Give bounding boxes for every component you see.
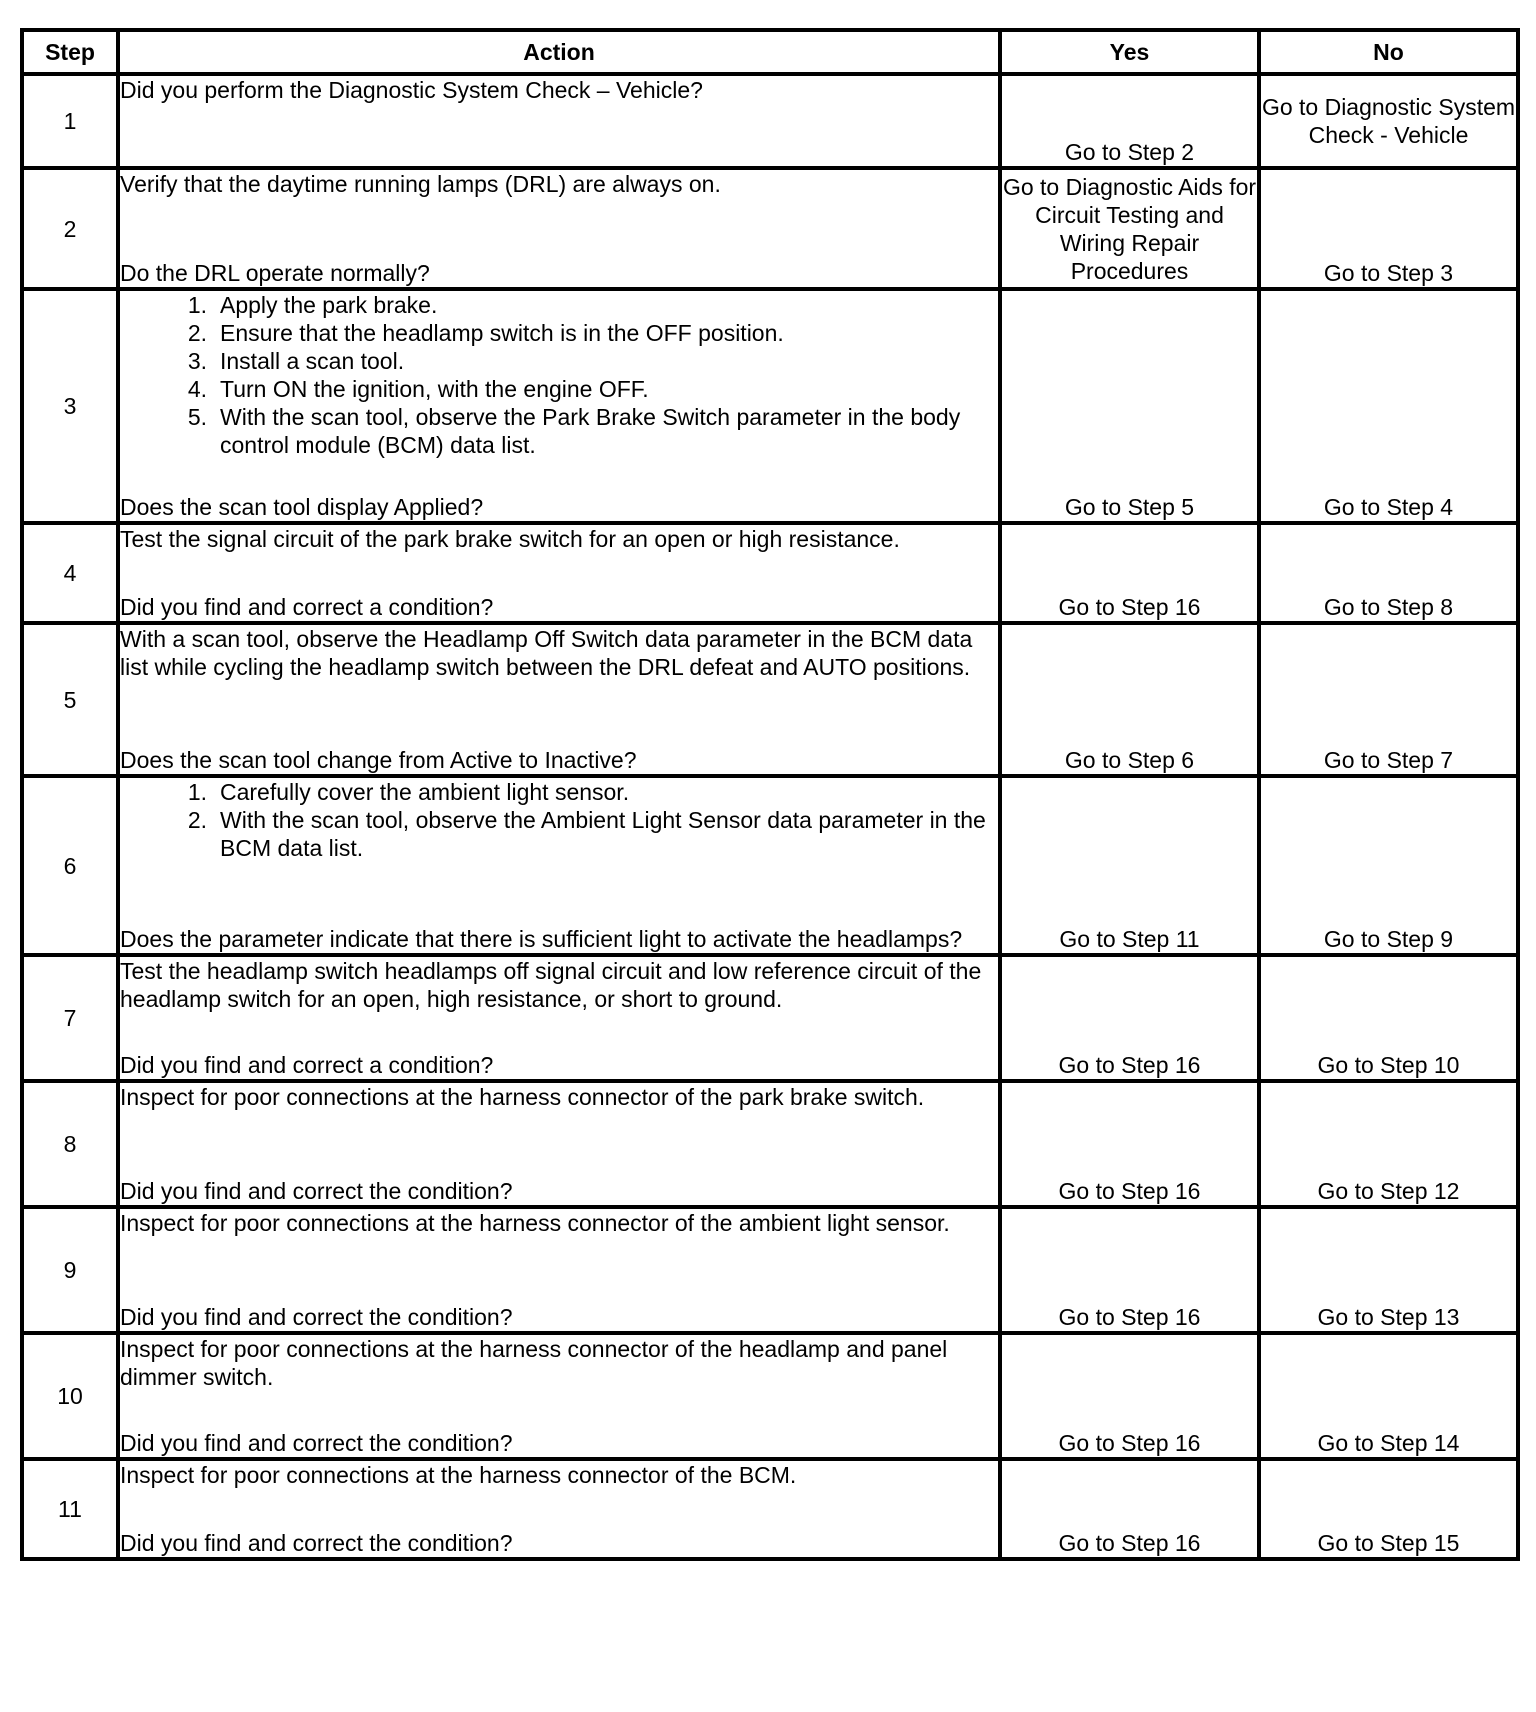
no-cell: Go to Step 9 — [1259, 776, 1518, 955]
yes-cell: Go to Step 16 — [1000, 1459, 1259, 1559]
yes-cell: Go to Step 16 — [1000, 1081, 1259, 1207]
action-cell — [118, 1207, 1000, 1333]
action-question: Did you find and correct the condition? — [120, 1530, 513, 1556]
action-cell — [118, 955, 1000, 1081]
action-cell — [118, 1081, 1000, 1207]
step-number: 7 — [22, 955, 118, 1081]
action-cell — [118, 1333, 1000, 1459]
action-question: Did you find and correct the condition? — [120, 1178, 513, 1204]
action-cell — [118, 523, 1000, 623]
substep-list — [120, 778, 998, 862]
step-number: 2 — [22, 168, 118, 289]
substep-item: 1. Carefully cover the ambient light sensor. — [187, 779, 630, 805]
action-text: Inspect for poor connections at the harness connector of the ambient light sensor. — [120, 1210, 950, 1236]
action-cell — [118, 623, 1000, 776]
step-number: 8 — [22, 1081, 118, 1207]
yes-cell: Go to Step 2 — [1000, 74, 1259, 168]
header-no: No — [1259, 30, 1518, 74]
no-cell: Go to Step 15 — [1259, 1459, 1518, 1559]
no-cell: Go to Step 13 — [1259, 1207, 1518, 1333]
substep-item: 4. Turn ON the ignition, with the engine OFF. — [187, 376, 649, 402]
step-number: 11 — [22, 1459, 118, 1559]
action-question: Did you find and correct a condition? — [120, 1052, 494, 1078]
no-cell: Go to Step 4 — [1259, 289, 1518, 523]
yes-cell: Go to Step 6 — [1000, 623, 1259, 776]
action-text: Test the headlamp switch headlamps off signal circuit and low reference circuit of the headlamp switch for an open, high resistance, or short to ground. — [120, 958, 982, 1012]
substep-item: 5. With the scan tool, observe the Park Brake Switch parameter in the body control module (BCM) data list. — [187, 404, 961, 458]
table-row — [22, 955, 1518, 1081]
header-action: Action — [118, 30, 1000, 74]
step-number: 6 — [22, 776, 118, 955]
action-question: Did you find and correct the condition? — [120, 1304, 513, 1330]
step-number: 9 — [22, 1207, 118, 1333]
table-row — [22, 623, 1518, 776]
table-row — [22, 776, 1518, 955]
no-cell: Go to Step 3 — [1259, 168, 1518, 289]
yes-cell: Go to Step 16 — [1000, 1207, 1259, 1333]
no-cell: Go to Step 12 — [1259, 1081, 1518, 1207]
table-row — [22, 1459, 1518, 1559]
action-text: Test the signal circuit of the park brake switch for an open or high resistance. — [120, 526, 900, 552]
step-number: 5 — [22, 623, 118, 776]
action-text: With a scan tool, observe the Headlamp Off Switch data parameter in the BCM data list while cycling the headlamp switch between the DRL defeat and AUTO positions. — [120, 626, 973, 680]
no-cell: Go to Diagnostic System Check - Vehicle — [1259, 74, 1518, 168]
table-row — [22, 289, 1518, 523]
action-question: Does the scan tool change from Active to Inactive? — [120, 747, 637, 773]
substep-item: 2. Ensure that the headlamp switch is in the OFF position. — [187, 320, 784, 346]
action-text: Inspect for poor connections at the harness connector of the park brake switch. — [120, 1084, 925, 1110]
action-text: Inspect for poor connections at the harness connector of the BCM. — [120, 1462, 797, 1488]
table-row — [22, 1081, 1518, 1207]
action-text: Did you perform the Diagnostic System Check – Vehicle? — [120, 77, 703, 103]
table-row — [22, 1207, 1518, 1333]
step-number: 4 — [22, 523, 118, 623]
step-number: 1 — [22, 74, 118, 168]
no-cell: Go to Step 14 — [1259, 1333, 1518, 1459]
header-step: Step — [22, 30, 118, 74]
table-row — [22, 1333, 1518, 1459]
yes-cell: Go to Step 5 — [1000, 289, 1259, 523]
diagnostic-table — [20, 28, 1520, 1561]
substep-item: 3. Install a scan tool. — [187, 348, 405, 374]
action-question: Did you find and correct a condition? — [120, 594, 494, 620]
yes-cell: Go to Step 16 — [1000, 955, 1259, 1081]
no-cell: Go to Step 8 — [1259, 523, 1518, 623]
substep-item: 1. Apply the park brake. — [187, 292, 438, 318]
header-yes: Yes — [1000, 30, 1259, 74]
table-row — [22, 74, 1518, 168]
yes-cell: Go to Diagnostic Aids for Circuit Testing and Wiring Repair Procedures — [1000, 168, 1259, 289]
yes-cell: Go to Step 16 — [1000, 523, 1259, 623]
action-text: Verify that the daytime running lamps (DRL) are always on. — [120, 171, 721, 197]
yes-cell: Go to Step 16 — [1000, 1333, 1259, 1459]
no-cell: Go to Step 10 — [1259, 955, 1518, 1081]
step-number: 3 — [22, 289, 118, 523]
action-cell — [118, 1459, 1000, 1559]
action-text: Inspect for poor connections at the harness connector of the headlamp and panel dimmer switch. — [120, 1336, 948, 1390]
step-number: 10 — [22, 1333, 118, 1459]
action-cell — [118, 776, 1000, 955]
no-cell: Go to Step 7 — [1259, 623, 1518, 776]
action-question: Does the parameter indicate that there is sufficient light to activate the headlamps? — [120, 926, 963, 952]
substep-item: 2. With the scan tool, observe the Ambient Light Sensor data parameter in the BCM data list. — [187, 807, 986, 861]
action-question: Did you find and correct the condition? — [120, 1430, 513, 1456]
substep-list — [120, 291, 998, 459]
table-row — [22, 168, 1518, 289]
yes-cell: Go to Step 11 — [1000, 776, 1259, 955]
action-question: Does the scan tool display Applied? — [120, 494, 484, 520]
table-row — [22, 523, 1518, 623]
action-cell — [118, 168, 1000, 289]
action-cell — [118, 289, 1000, 523]
table-header-row — [22, 30, 1518, 74]
action-question: Do the DRL operate normally? — [120, 260, 430, 286]
action-cell — [118, 74, 1000, 168]
